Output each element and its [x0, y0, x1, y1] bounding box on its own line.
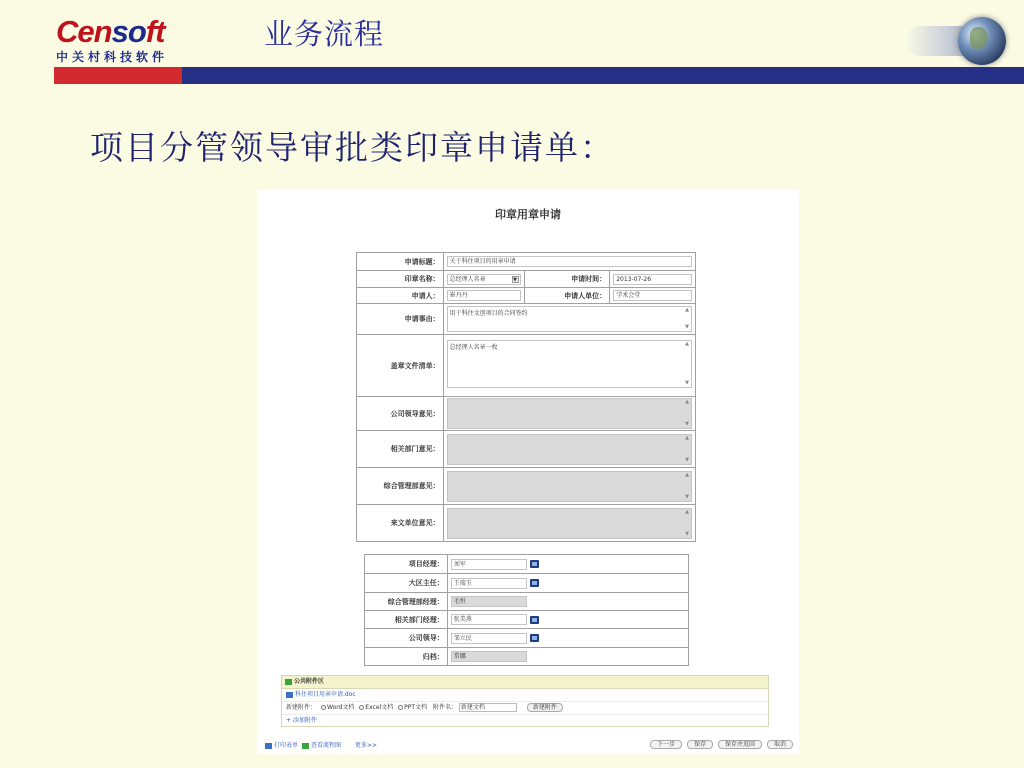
attachment-panel-header: 公共附件区	[282, 676, 768, 689]
scrollbar[interactable]: ▲ ▼	[685, 471, 689, 500]
general-mgmt-opinion-label: 综合管理部意见：	[357, 468, 444, 505]
approver-input[interactable]: 邹立民	[451, 633, 527, 644]
new-attachment-button[interactable]: 新建附件	[527, 703, 563, 712]
approver-readonly-field: 常娜	[451, 651, 527, 662]
approver-row	[365, 611, 689, 629]
application-table	[356, 252, 696, 542]
next-step-button[interactable]: 下一步	[650, 740, 682, 749]
approver-row	[365, 555, 689, 574]
scrollbar[interactable]: ▲ ▼	[685, 508, 689, 537]
attachment-name-input[interactable]: 新建文档	[459, 703, 517, 712]
approver-label: 公司领导：	[365, 629, 448, 648]
censoft-logo	[56, 14, 186, 65]
scrollbar[interactable]: ▲ ▼	[685, 307, 689, 330]
approver-label: 大区主任：	[365, 574, 448, 593]
approver-input[interactable]: 刘军	[451, 559, 527, 570]
new-attachment-row	[282, 702, 768, 715]
form-action-buttons	[647, 740, 793, 749]
attachment-name-label: 附件名：	[432, 704, 457, 711]
globe-icon	[958, 17, 1006, 65]
header-bar-red	[54, 67, 182, 84]
cancel-button[interactable]: 取消	[767, 740, 793, 749]
attachment-file-link[interactable]: 科住项目用章申请.doc	[295, 691, 356, 698]
attachment-file-row	[282, 689, 768, 702]
incoming-unit-opinion-textarea[interactable]	[447, 508, 692, 539]
doc-list-label: 盖章文件清单：	[357, 335, 444, 397]
excel-option-label: Excel文档	[365, 704, 394, 711]
excel-radio[interactable]	[359, 705, 364, 710]
incoming-unit-opinion-label: 来文单位意见：	[357, 505, 444, 542]
applicant-label: 申请人：	[357, 288, 444, 304]
print-form-link[interactable]: 打印表单	[274, 742, 299, 749]
add-attachment-link[interactable]: + 添加附件	[286, 717, 317, 724]
user-picker-icon[interactable]	[530, 579, 539, 587]
approver-input[interactable]: 张美燕	[451, 614, 527, 625]
word-option-label: Word文档	[326, 704, 355, 711]
word-file-icon	[286, 692, 293, 698]
related-dept-opinion-textarea[interactable]	[447, 434, 692, 465]
logo-subtitle: 中关村科技软件	[56, 50, 169, 64]
ppt-radio[interactable]	[398, 705, 403, 710]
applicant-input[interactable]: 崔丹丹	[447, 290, 521, 301]
save-button[interactable]: 保存	[687, 740, 713, 749]
user-picker-icon[interactable]	[530, 560, 539, 568]
approver-row	[365, 593, 689, 611]
subject-label: 申请标题：	[357, 253, 444, 271]
arrow-right-icon	[285, 679, 292, 685]
approver-row	[365, 574, 689, 593]
new-attachment-label: 新建附件：	[286, 704, 317, 711]
scrollbar[interactable]: ▲ ▼	[685, 399, 689, 427]
more-link[interactable]: 更多>>	[354, 742, 377, 749]
reason-label: 申请事由：	[357, 304, 444, 335]
logo-wordmark: Censoft	[56, 14, 165, 49]
word-radio[interactable]	[321, 705, 326, 710]
applicant-unit-label: 申请人单位：	[524, 288, 610, 304]
slide-heading: 项目分管领导审批类印章申请单：	[90, 128, 615, 167]
doc-list-textarea[interactable]: 总经理人名章一枚 ▲ ▼	[447, 340, 692, 388]
chevron-down-icon: ▼	[513, 276, 517, 283]
apply-time-input[interactable]: 2013-07-26	[613, 274, 692, 285]
approver-label: 归档：	[365, 648, 448, 666]
approver-readonly-field: 毛恒	[451, 596, 527, 607]
save-and-return-button[interactable]: 保存并返回	[718, 740, 762, 749]
approvers-table	[364, 554, 689, 666]
company-leader-opinion-textarea[interactable]	[447, 398, 692, 429]
slide-title: 业务流程	[264, 17, 385, 51]
view-flowchart-link[interactable]: 查看流程图	[310, 742, 341, 749]
attachment-panel	[281, 675, 769, 727]
ppt-option-label: PPT文档	[404, 704, 428, 711]
scrollbar[interactable]: ▲ ▼	[685, 434, 689, 463]
approver-label: 项目经理：	[365, 555, 448, 574]
approver-label: 综合管理部经理：	[365, 593, 448, 611]
general-mgmt-opinion-textarea[interactable]	[447, 471, 692, 502]
seal-name-select[interactable]: 总经理人名章 ▼	[447, 274, 521, 285]
subject-input[interactable]: 关于科住项目的用章申请	[447, 256, 692, 267]
approver-input[interactable]: 王瑞玉	[451, 578, 527, 589]
approver-label: 相关部门经理：	[365, 611, 448, 629]
user-picker-icon[interactable]	[530, 616, 539, 624]
seal-name-label: 印章名称：	[357, 271, 444, 288]
approver-row	[365, 629, 689, 648]
user-picker-icon[interactable]	[530, 634, 539, 642]
scrollbar[interactable]: ▲ ▼	[685, 341, 689, 386]
approver-row	[365, 648, 689, 666]
header-bar-blue	[182, 67, 1024, 84]
apply-time-label: 申请时间：	[524, 271, 610, 288]
related-dept-opinion-label: 相关部门意见：	[357, 431, 444, 468]
company-leader-opinion-label: 公司领导意见：	[357, 397, 444, 431]
seal-application-form	[257, 189, 799, 754]
form-footer-links	[265, 740, 377, 749]
form-title: 印章用章申请	[495, 208, 561, 221]
print-icon	[265, 743, 272, 749]
applicant-unit-input[interactable]: 学术会堂	[613, 290, 692, 301]
flowchart-icon	[302, 743, 309, 749]
reason-textarea[interactable]: 用于科住文创项目的合同签约 ▲ ▼	[447, 306, 692, 332]
